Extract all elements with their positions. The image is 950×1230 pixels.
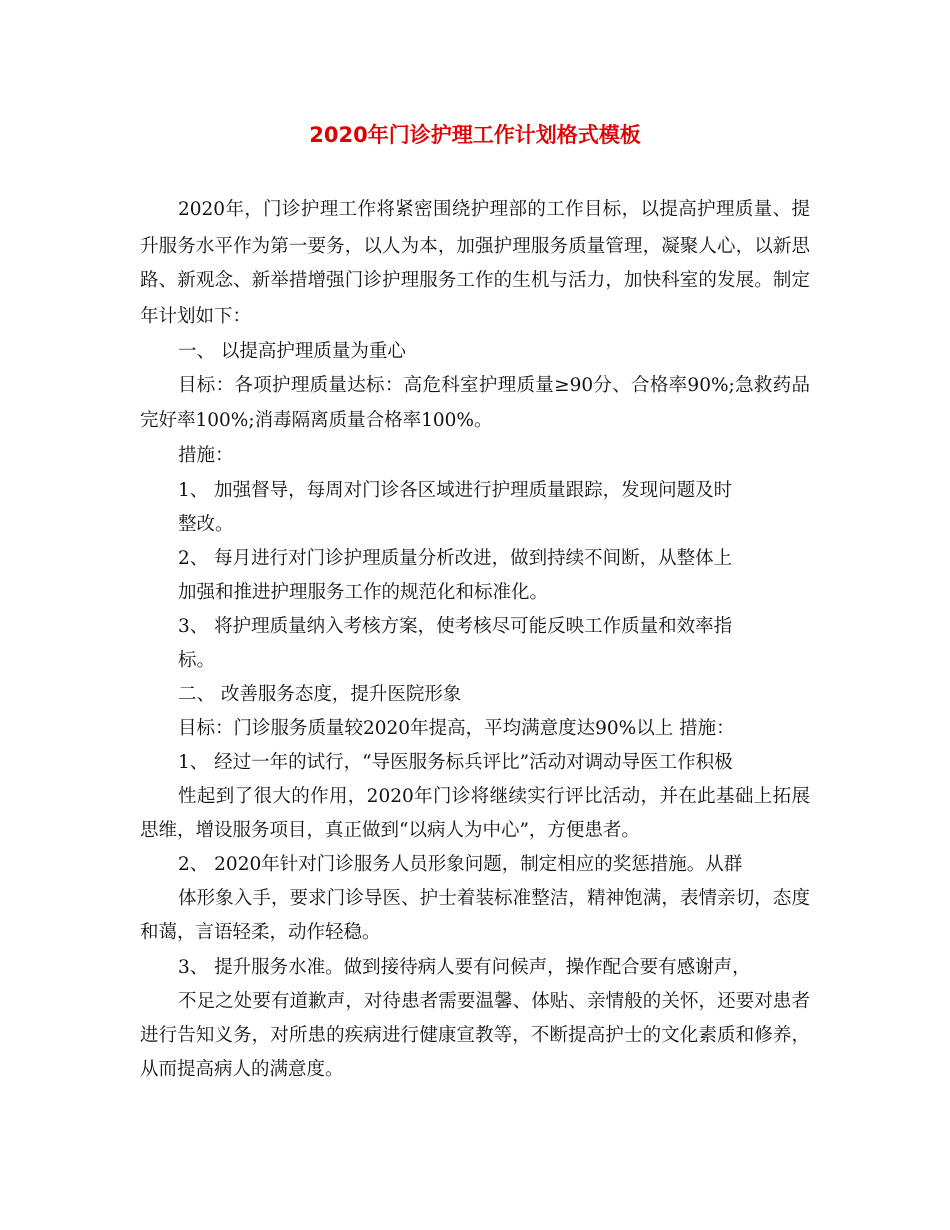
- list-item-line: 整改。: [178, 514, 234, 535]
- list-item-line: 3、 将护理质量纳入考核方案，使考核尽可能反映工作质量和效率指: [178, 616, 733, 637]
- section-heading-1: 一、 以提高护理质量为重心: [178, 341, 406, 362]
- list-item-line: 2、 每月进行对门诊护理质量分析改进，做到持续不间断，从整体上: [178, 548, 733, 569]
- list-item-line: 和蔼，言语轻柔，动作轻稳。: [140, 922, 381, 943]
- list-item-line: 标。: [178, 650, 216, 671]
- paragraph-line: 路、新观念、新举措增强门诊护理服务工作的生机与活力，加快科室的发展。制定: [140, 270, 810, 291]
- paragraph-line: 2020年，门诊护理工作将紧密围绕护理部的工作目标，以提高护理质量、提: [178, 199, 810, 220]
- list-item-line: 不足之处要有道歉声，对待患者需要温馨、体贴、亲情般的关怀，还要对患者: [178, 991, 810, 1012]
- list-item-line: 1、 经过一年的试行，“导医服务标兵评比”活动对调动导医工作积极: [178, 752, 733, 773]
- paragraph-line: 目标：门诊服务质量较2020年提高，平均满意度达90%以上 措施：: [178, 718, 735, 739]
- list-item-line: 加强和推进护理服务工作的规范化和标准化。: [178, 582, 549, 603]
- list-item-line: 3、 提升服务水准。做到接待病人要有问候声，操作配合要有感谢声，: [178, 957, 751, 978]
- list-item-line: 思维，增设服务项目，真正做到“以病人为中心”，方便患者。: [140, 820, 640, 841]
- paragraph-line: 目标：各项护理质量达标：高危科室护理质量≥90分、合格率90%;急救药品: [178, 375, 810, 396]
- paragraph-line: 升服务水平作为第一要务，以人为本，加强护理服务质量管理，凝聚人心，以新思: [140, 236, 810, 257]
- section-heading-2: 二、 改善服务态度，提升医院形象: [178, 684, 462, 705]
- paragraph-line: 措施：: [178, 445, 234, 466]
- list-item-line: 进行告知义务，对所患的疾病进行健康宣教等，不断提高护士的文化素质和修养，: [140, 1025, 810, 1046]
- list-item-line: 性起到了很大的作用，2020年门诊将继续实行评比活动，并在此基础上拓展: [178, 786, 810, 807]
- list-item-line: 1、 加强督导，每周对门诊各区域进行护理质量跟踪，发现问题及时: [178, 480, 733, 501]
- list-item-line: 2、 2020年针对门诊服务人员形象问题，制定相应的奖惩措施。从群: [178, 854, 743, 875]
- list-item-line: 体形象入手，要求门诊导医、护士着装标准整洁，精神饱满，表情亲切，态度: [178, 888, 810, 909]
- list-item-line: 从而提高病人的满意度。: [140, 1059, 344, 1080]
- paragraph-line: 完好率100%;消毒隔离质量合格率100%。: [140, 410, 493, 431]
- document-title: 2020年门诊护理工作计划格式模板: [309, 123, 641, 147]
- paragraph-line: 年计划如下：: [140, 306, 252, 327]
